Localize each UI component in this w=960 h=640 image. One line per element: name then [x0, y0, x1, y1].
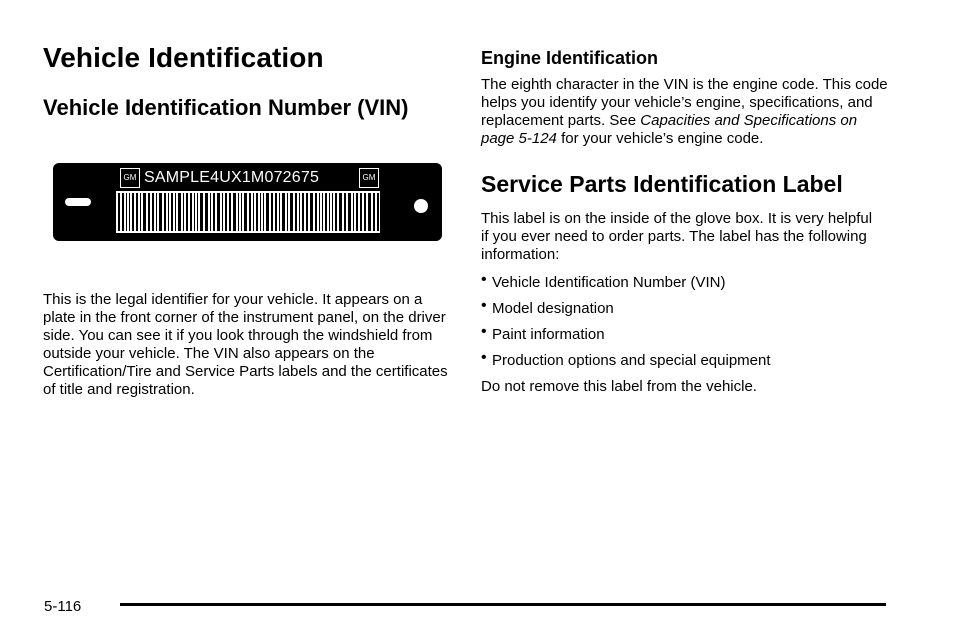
barcode-bar	[360, 193, 362, 231]
spid-heading: Service Parts Identification Label	[481, 171, 843, 197]
barcode-bar	[210, 193, 211, 231]
barcode-bar	[353, 193, 354, 231]
page-number: 5-116	[44, 598, 82, 615]
engine-text-part1: The eighth character in the VIN is the engine code. This code helps you identify your vehicle’s engine, specifications, and replacement parts. See	[481, 76, 888, 129]
barcode-bar	[271, 193, 273, 231]
barcode-bar	[126, 193, 127, 231]
barcode-bar	[205, 193, 208, 231]
barcode-bar	[148, 193, 150, 231]
barcode-bar	[129, 193, 130, 231]
barcode-bar	[377, 193, 379, 231]
list-item: • Model designation	[481, 300, 901, 318]
barcode-bar	[356, 193, 358, 231]
barcode-bar	[306, 193, 308, 231]
footer-rule	[120, 603, 886, 606]
barcode-bar	[339, 193, 342, 231]
barcode-bar	[325, 193, 327, 231]
vin-plate-number: SAMPLE4UX1M072675	[144, 169, 320, 186]
barcode-bar	[279, 193, 280, 231]
barcode-bar	[132, 193, 134, 231]
capacities-reference-link[interactable]: Capacities and Specifications on page 5-124	[481, 112, 858, 147]
engine-text-part2: for your vehicle’s engine code.	[556, 130, 764, 147]
barcode-bar	[156, 193, 157, 231]
barcode-bar	[344, 193, 346, 231]
barcode-bar	[315, 193, 317, 231]
barcode-bar	[190, 193, 192, 231]
plate-rivet-hole	[414, 199, 428, 213]
barcode-bar	[266, 193, 269, 231]
barcode-bar	[241, 193, 242, 231]
barcode-bar	[322, 193, 323, 231]
plate-slot	[65, 198, 91, 206]
list-item: • Vehicle Identification Number (VIN)	[481, 274, 901, 292]
vin-section-heading: Vehicle Identification Number (VIN)	[43, 95, 409, 120]
barcode-bar	[222, 193, 223, 231]
barcode-graphic	[116, 191, 380, 233]
list-item: • Paint information	[481, 326, 901, 344]
barcode-bar	[171, 193, 173, 231]
spid-intro: This label is on the inside of the glove box. It is very helpful if you ever need to order parts. The label has the following information:	[481, 210, 873, 263]
barcode-bar	[140, 193, 141, 231]
barcode-bar	[175, 193, 176, 231]
barcode-bar	[152, 193, 154, 231]
barcode-bar	[275, 193, 277, 231]
barcode-bar	[217, 193, 220, 231]
barcode-bar	[249, 193, 251, 231]
vin-plate-illustration	[53, 163, 442, 241]
barcode-bar	[168, 193, 169, 231]
barcode-bar	[122, 193, 124, 231]
barcode-bar	[225, 193, 227, 231]
barcode-bar	[295, 193, 297, 231]
barcode-bar	[282, 193, 285, 231]
barcode-bar	[332, 193, 333, 231]
right-column	[481, 46, 901, 396]
page-title: Vehicle Identification	[43, 42, 324, 73]
barcode-bar	[118, 193, 120, 231]
barcode-bar	[263, 193, 264, 231]
barcode-bar	[229, 193, 231, 231]
barcode-bar	[290, 193, 293, 231]
gm-logo-right: GM	[359, 168, 379, 188]
barcode-bar	[200, 193, 203, 231]
barcode-bar	[213, 193, 215, 231]
spid-closing: Do not remove this label from the vehicle.	[481, 378, 757, 395]
barcode-bar	[310, 193, 313, 231]
left-column	[43, 40, 443, 122]
engine-id-heading: Engine Identification	[481, 48, 659, 68]
barcode-bar	[244, 193, 247, 231]
barcode-bar	[186, 193, 188, 231]
barcode-bar	[348, 193, 351, 231]
barcode-bar	[183, 193, 184, 231]
vin-barcode	[116, 191, 380, 233]
barcode-bar	[329, 193, 330, 231]
vin-description: This is the legal identifier for your vehicle. It appears on a plate in the front corner of the instrument panel, on the driver side. You can see it if you look through the windshield from outside your vehicle. The VIN also appears on the Certification/Tire and Service Parts labels and the certificates of title and registration.	[43, 291, 448, 398]
barcode-bar	[253, 193, 254, 231]
barcode-bar	[319, 193, 320, 231]
barcode-bar	[136, 193, 138, 231]
barcode-bar	[238, 193, 239, 231]
barcode-bar	[178, 193, 181, 231]
gm-logo-left: GM	[120, 168, 140, 188]
barcode-bar	[194, 193, 195, 231]
barcode-bar	[233, 193, 236, 231]
barcode-bar	[364, 193, 366, 231]
barcode-bar	[159, 193, 162, 231]
barcode-bar	[373, 193, 375, 231]
barcode-bar	[335, 193, 337, 231]
spid-info-list	[481, 274, 901, 370]
barcode-bar	[260, 193, 261, 231]
barcode-bar	[368, 193, 371, 231]
list-item: • Production options and special equipment	[481, 352, 901, 370]
barcode-bar	[287, 193, 288, 231]
barcode-bar	[302, 193, 304, 231]
barcode-bar	[143, 193, 146, 231]
barcode-bar	[197, 193, 198, 231]
barcode-bar	[256, 193, 258, 231]
barcode-bar	[164, 193, 166, 231]
barcode-bar	[299, 193, 300, 231]
engine-id-text	[481, 76, 891, 148]
